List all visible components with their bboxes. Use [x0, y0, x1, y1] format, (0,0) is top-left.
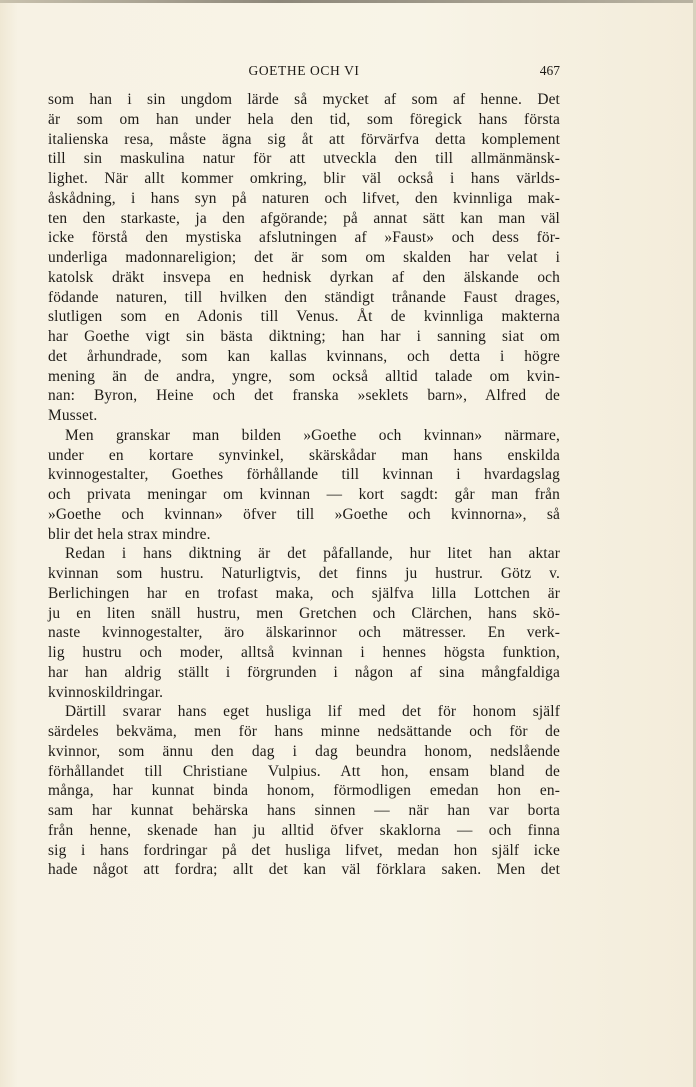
text-line: nan: Byron, Heine och det franska »seklets barn», Alfred de: [48, 387, 560, 405]
text-line: har Goethe vigt sin bästa diktning; han har i sanning siat om: [48, 328, 560, 345]
text-line: det århundrade, som kan kallas kvinnans, och detta i högre: [48, 347, 560, 365]
running-title: GOETHE OCH VI: [248, 63, 360, 78]
text-line: underliga madonnareligion; det är som om skalden har velat i: [48, 249, 560, 266]
text-line: icke förstå den mystiska afslutningen af »Faust» och dess för-: [48, 229, 560, 247]
text-line: många, har kunnat binda honom, förmodligen emedan hon en-: [48, 782, 560, 800]
text-line: födande naturen, till hvilken den ständigt trånande Faust drages,: [48, 288, 560, 306]
text-line: förhållandet till Christiane Vulpius. Att hon, ensam bland de: [48, 762, 560, 780]
text-line: slutligen som en Adonis till Venus. Åt de kvinnliga makterna: [48, 308, 560, 326]
text-line: Men granskar man bilden »Goethe och kvinnan» närmare,: [65, 426, 560, 444]
text-line: kvinnogestalter, Goethes förhållande till kvinnan i hvardagslag: [48, 466, 560, 484]
text-line: till sin maskulina natur för att utveckla den till allmänmänsk-: [48, 150, 560, 168]
text-line: kvinnoskildringar.: [48, 683, 164, 701]
text-line: sig i hans fordringar på det husliga lifvet, medan hon själf icke: [48, 841, 560, 859]
text-line: åskådning, i hans syn på naturen och lifvet, den kvinnliga mak-: [48, 189, 560, 207]
text-line: Berlichingen har en trofast maka, och själfva lilla Lottchen är: [48, 584, 560, 602]
text-line: som han i sin ungdom lärde så mycket af som af henne. Det: [48, 91, 560, 108]
text-line: och privata meningar om kvinnan — kort sagdt: går man från: [48, 486, 560, 503]
text-line: ten den starkaste, ja den afgörande; på annat sätt kan man väl: [48, 209, 560, 227]
text-line: hade något att fordra; allt det kan väl förklara saken. Men det: [48, 861, 560, 879]
text-line: har han aldrig ställt i förgrunden i någon af sina mångfaldiga: [48, 663, 560, 681]
text-line: katolsk dräkt insvepa en hednisk dyrkan af den älskande och: [48, 268, 560, 286]
text-line: kvinnor, som ännu den dag i dag beundra honom, nedslående: [48, 742, 560, 760]
text-line: mening än de andra, yngre, som också alltid talade om kvin-: [48, 367, 560, 385]
text-line: italienska resa, måste ägna sig åt att förvärfva detta komplement: [48, 130, 560, 148]
text-line: från henne, skenade han ju alltid öfver skaklorna — och finna: [48, 821, 560, 839]
text-line: Redan i hans diktning är det påfallande, hur litet han aktar: [65, 545, 560, 563]
text-line: ju en liten snäll hustru, men Gretchen och Clärchen, hans skö-: [48, 604, 560, 622]
text-line: är som om han under hela den tid, som föregick hans första: [48, 110, 560, 128]
text-line: kvinnan som hustru. Naturligtvis, det finns ju hustrur. Götz v.: [48, 565, 560, 582]
text-line: lig hustru och moder, alltså kvinnan i hennes högsta funktion,: [48, 644, 560, 661]
text-line: särdeles bekväma, men för hans minne nedsättande och för de: [48, 723, 560, 740]
text-line: Musset.: [48, 407, 98, 424]
text-line: lighet. När allt kommer omkring, blir väl också i hans världs-: [48, 170, 560, 187]
page-top-edge: [0, 0, 696, 3]
text-line: under en kortare synvinkel, skärskådar man hans enskilda: [48, 446, 560, 464]
text-line: sam har kunnat behärska hans sinnen — när han var borta: [48, 802, 560, 819]
page-number: 467: [539, 63, 560, 78]
running-header: [48, 62, 560, 80]
text-line: »Goethe och kvinnan» öfver till »Goethe och kvinnorna», så: [48, 505, 560, 523]
text-line: naste kvinnogestalter, äro älskarinnor och mätresser. En verk-: [48, 624, 560, 642]
text-line: Därtill svarar hans eget husliga lif med det för honom själf: [65, 703, 560, 721]
text-line: blir det hela strax mindre.: [48, 525, 211, 543]
body-text: [48, 90, 560, 880]
